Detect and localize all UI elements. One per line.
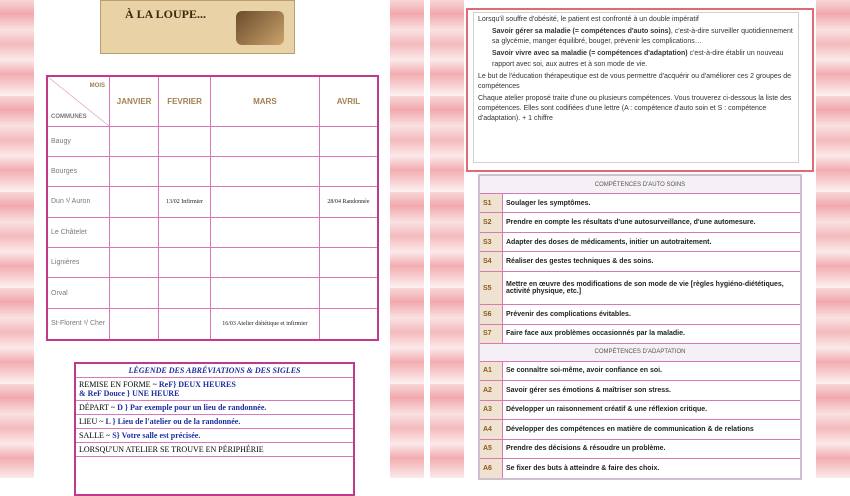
intro-text: Lorsqu'il souffre d'obésité, le patient est confronté à un double impératif (478, 16, 699, 23)
section-header: COMPÉTENCES D'AUTO SOINS (479, 175, 801, 194)
commune-name: Baugy (47, 126, 110, 156)
commune-name: Orval (47, 278, 110, 308)
magnifier-illustration (236, 11, 284, 45)
commune-name: Dun ˢ/ Auron (47, 187, 110, 217)
commune-name: Lignières (47, 248, 110, 278)
commune-name: Bourges (47, 156, 110, 186)
legend-item: LORSQU'UN ATELIER SE TROUVE EN PÉRIPHÉRIE (76, 443, 353, 457)
decor-stripe (430, 0, 464, 478)
intro-box: Lorsqu'il souffre d'obésité, le patient est confronté à un double impératif Savoir gérer sa maladie (= compétences d'auto soins), c'est-à-dire surveiller quotidiennement sa glycémie, manger équilibré, bouger, prévenir les complications… Savoir vivre avec sa maladie (= compétences d'adaptation) c'est-à-dire établir un nouveau rapport avec soi, aux autres et à son mode de vie. Le but de l'éducation thérapeutique est de vous permettre d'acquérir ou d'améliorer ces 2 groupes de compétences Chaque atelier proposé traite d'une ou plusieurs compétences. Vous trouverez ci-dessous la liste des compétences. Elles sont codifiées d'une lettre (A : compétence d'auto soin et S : compétence d'adaptation). + 1 chiffre (466, 8, 814, 172)
competences-table: COMPÉTENCES D'AUTO SOINS S1 Soulager les symptômes. S2 Prendre en compte les résultats d'une autosurveillance, d'une automesure. S3 Adapter des doses de médicaments, initier un autotraitement. S4 Réaliser des gestes techniques & des soins. S5 Mettre en œuvre des modifications de son mode de vie [règles hygiéno-diététiques, activité physique, etc.] S6 Prévenir des complications évitables. S7 Faire face aux problèmes occasionnés par la maladie. COMPÉTENCES D'ADAPTATION A1 Se connaître soi-même, avoir confiance en soi. A2 Savoir gérer ses émotions & maîtriser son stress. A3 Développer un raisonnement créatif & une réflexion critique. A4 Développer des compétences en matière de communication & de relations A5 Prendre des décisions & résoudre un problème. A6 Se fixer des buts à atteindre & faire des choix. (478, 174, 802, 480)
event-cell: 16/03 Atelier diététique et infirmier (210, 308, 319, 340)
legend-item: SALLE ~ S} Votre salle est précisée. (76, 429, 353, 443)
intro-text: Chaque atelier proposé traite d'une ou plusieurs compétences. Vous trouverez ci-dessous la liste des compétences. Elles sont codifiées d'une lettre (A : compétence d'auto soin et S : compétence d'adaptation). + 1 chiffre (478, 94, 792, 123)
month-header: FEVRIER (159, 76, 211, 126)
decor-stripe (390, 0, 424, 478)
header-banner (100, 0, 295, 54)
commune-name: Le Châtelet (47, 217, 110, 247)
legend-item: REMISE EN FORME ~ ReF} DEUX HEURES & ReF Douce } UNE HEURE (76, 378, 353, 401)
intro-text: Le but de l'éducation thérapeutique est de vous permettre d'acquérir ou d'améliorer ces 2 groupes de compétences (478, 72, 791, 90)
commune-name: St-Florent ˢ/ Cher (47, 308, 110, 340)
legend-item: DÉPART ~ D } Par exemple pour un lieu de randonnée. (76, 401, 353, 415)
section-header: COMPÉTENCES D'ADAPTATION (479, 344, 801, 362)
decor-stripe (816, 0, 850, 478)
month-header: JANVIER (110, 76, 159, 126)
decor-stripe (0, 0, 34, 478)
calendar-table (46, 75, 379, 341)
event-cell: 13/02 Infirmier (159, 187, 211, 217)
month-header: AVRIL (319, 76, 378, 126)
banner-title: À LA LOUPE... (125, 7, 207, 21)
legend-title: LÉGENDE DES ABRÉVIATIONS & DES SIGLES (76, 364, 353, 378)
corner-header: MOIS COMMUNES (47, 76, 110, 126)
legend-box (74, 362, 355, 496)
month-header: MARS (210, 76, 319, 126)
legend-item: LIEU ~ L } Lieu de l'atelier ou de la randonnée. (76, 415, 353, 429)
event-cell: 28/04 Randonnée (319, 187, 378, 217)
